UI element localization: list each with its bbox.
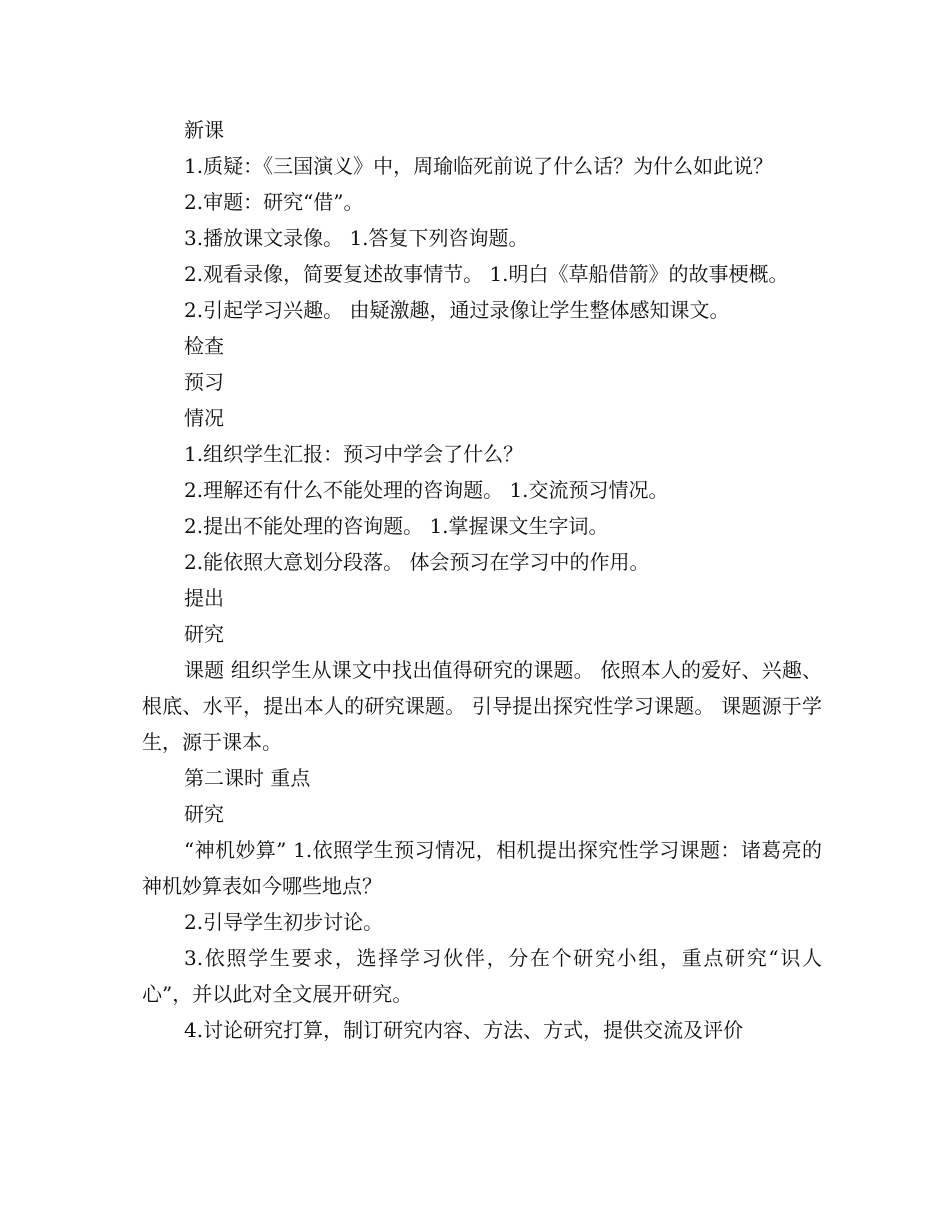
- paragraph-label: 预习: [184, 370, 224, 394]
- paragraph: 1.质疑：《三国演义》中，周瑜临死前说了什么话？为什么如此说？: [184, 154, 774, 178]
- paragraph-label: 情况: [184, 406, 224, 430]
- paragraph-label: 检查: [184, 334, 224, 358]
- paragraph: 2.审题：研究“借”。: [184, 190, 364, 214]
- paragraph: 课题 组织学生从课文中找出值得研究的课题。 依照本人的爱好、兴趣、根底、水平，提出本人的研究课题。 引导提出探究性学习课题。 课题源于学生，源于课本。: [142, 658, 822, 754]
- paragraph-label: 研究: [184, 802, 224, 826]
- paragraph: 4.讨论研究打算，制订研究内容、方法、方式，提供交流及评价: [184, 1018, 744, 1042]
- paragraph-label: 研究: [184, 622, 224, 646]
- paragraph-label: 提出: [184, 586, 224, 610]
- paragraph: 3.依照学生要求，选择学习伙伴，分在个研究小组，重点研究“识人心”，并以此对全文展开研究。: [142, 946, 822, 1006]
- paragraph: 3.播放课文录像。 1.答复下列咨询题。: [184, 226, 529, 250]
- paragraph: 2.引起学习兴趣。 由疑激趣，通过录像让学生整体感知课文。: [184, 298, 730, 322]
- paragraph: 2.引导学生初步讨论。: [184, 910, 384, 934]
- paragraph: 2.提出不能处理的咨询题。 1.掌握课文生字词。: [184, 514, 609, 538]
- paragraph-heading-new-lesson: 新课: [184, 118, 224, 142]
- paragraph: 2.理解还有什么不能处理的咨询题。 1.交流预习情况。: [184, 478, 669, 502]
- document-body: [142, 112, 822, 1048]
- paragraph: 2.能依照大意划分段落。 体会预习在学习中的作用。: [184, 550, 650, 574]
- paragraph: “神机妙算” 1.依照学生预习情况，相机提出探究性学习课题：诸葛亮的神机妙算表如今哪些地点？: [142, 838, 822, 898]
- paragraph: 1.组织学生汇报：预习中学会了什么？: [184, 442, 524, 466]
- paragraph: 2.观看录像，简要复述故事情节。 1.明白《草船借箭》的故事梗概。: [184, 262, 789, 286]
- paragraph-heading-second-lesson: 第二课时 重点: [184, 766, 311, 790]
